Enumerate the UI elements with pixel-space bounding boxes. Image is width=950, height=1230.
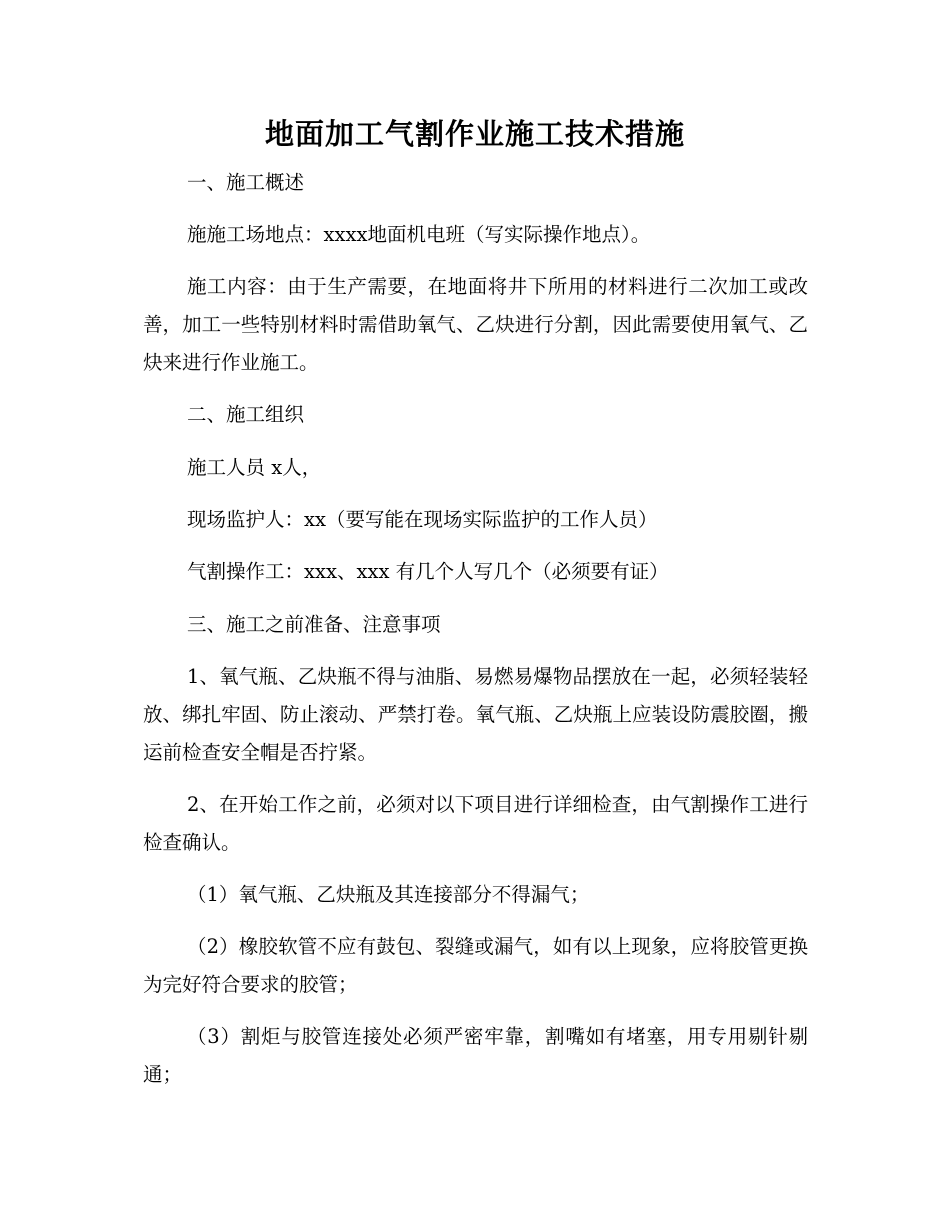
paragraph-check-3: （3）割炬与胶管连接处必须严密牢靠，割嘴如有堵塞，用专用剔针剔通；	[143, 1025, 808, 1086]
paragraph-cutting-operator: 气割操作工：xxx、xxx 有几个人写几个（必须要有证）	[187, 560, 669, 583]
paragraph-check-2: （2）橡胶软管不应有鼓包、裂缝或漏气，如有以上现象，应将胶管更换为完好符合要求的胶管；	[143, 935, 808, 996]
paragraph-site-location: 施施工场地点：xxxx地面机电班（写实际操作地点）。	[187, 223, 651, 246]
paragraph-supervisor: 现场监护人：xx（要写能在现场实际监护的工作人员）	[187, 508, 658, 531]
document-title: 地面加工气割作业施工技术措施	[264, 117, 685, 151]
paragraph-check-1: （1）氧气瓶、乙炔瓶及其连接部分不得漏气；	[187, 883, 590, 906]
section-heading-preparation: 三、施工之前准备、注意事项	[187, 613, 441, 636]
paragraph-item-1: 1、氧气瓶、乙炔瓶不得与油脂、易燃易爆物品摆放在一起，必须轻装轻放、绑扎牢固、防止滚动、严禁打卷。氧气瓶、乙炔瓶上应装设防震胶圈，搬运前检查安全帽是否拧紧。	[143, 665, 808, 764]
section-heading-overview: 一、施工概述	[187, 171, 305, 194]
paragraph-workers: 施工人员 x人，	[187, 456, 322, 479]
section-heading-organization: 二、施工组织	[187, 403, 305, 426]
paragraph-item-2: 2、在开始工作之前，必须对以下项目进行详细检查，由气割操作工进行检查确认。	[143, 793, 808, 854]
paragraph-work-content: 施工内容：由于生产需要，在地面将井下所用的材料进行二次加工或改善，加工一些特别材料时需借助氧气、乙炔进行分割，因此需要使用氧气、乙炔来进行作业施工。	[143, 275, 808, 374]
